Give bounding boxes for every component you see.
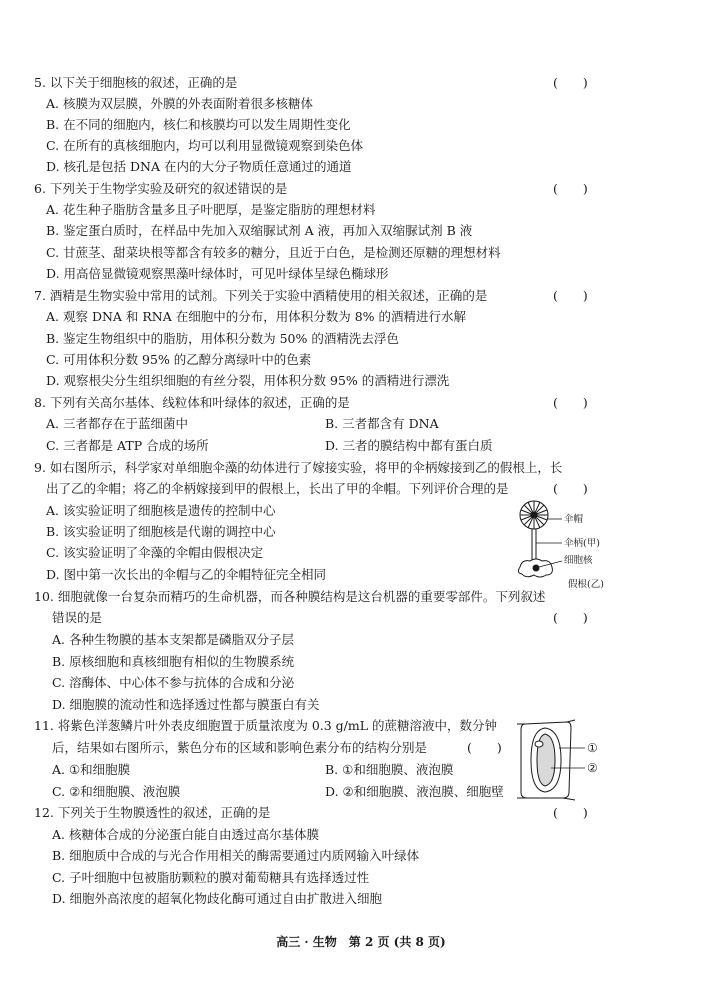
q5-option-b: B. 在不同的细胞内，核仁和核膜均可以发生周期性变化 [46,117,351,132]
q7-option-c: C. 可用体积分数 95% 的乙醇分离绿叶中的色素 [46,352,312,367]
rhizoid-drawing [518,559,552,577]
q11-option-c: C. ②和细胞膜、液泡膜 [52,784,181,799]
q9-option-a: A. 该实验证明了细胞核是遗传的控制中心 [46,503,276,518]
q11-option-a: A. ①和细胞膜 [52,762,131,777]
q12-option-b: B. 细胞质中合成的与光合作用相关的酶需要通过内质网输入叶绿体 [52,848,420,863]
q10-option-b: B. 原核细胞和真核细胞有相似的生物膜系统 [52,654,295,669]
q11-option-b: B. ①和细胞膜、液泡膜 [325,762,454,777]
q7-option-b: B. 鉴定生物组织中的脂肪，用体积分数为 50% 的酒精洗去浮色 [46,331,399,346]
q12-option-d: D. 细胞外高浓度的超氧化物歧化酶可通过自由扩散进入细胞 [52,891,383,906]
q5-option-d: D. 核孔是包括 DNA 在内的大分子物质任意通过的通道 [46,159,352,174]
q12-answer-paren: ( ) [553,805,588,820]
q11-plasmolysis-figure [515,718,605,802]
q7-option-d: D. 观察根尖分生组织细胞的有丝分裂，用体积分数 95% 的酒精进行漂洗 [46,373,450,388]
q9-acetabularia-figure [510,497,620,592]
q11-option-d: D. ②和细胞膜、液泡膜、细胞壁 [325,784,504,799]
q10-stem-line1: 10. 细胞就像一台复杂而精巧的生命机器，而各种膜结构是这台机器的重要零部件。下列叙述 [34,589,546,604]
q10-option-c: C. 溶酶体、中心体不参与抗体的合成和分泌 [52,675,295,690]
q7-answer-paren: ( ) [553,288,588,303]
q10-stem-line2: 错误的是 [52,610,103,625]
label-circle-1: ① [587,741,598,755]
q9-option-b: B. 该实验证明了细胞核是代谢的调控中心 [46,524,276,539]
q9-option-c: C. 该实验证明了伞藻的伞帽由假根决定 [46,545,264,560]
protoplast-drawing [531,728,561,792]
umbrella-cap-drawing [520,501,548,529]
q11-stem-line1: 11. 将紫色洋葱鳞片叶外表皮细胞置于质量浓度为 0.3 g/mL 的蔗糖溶液中，数分钟 [34,718,498,733]
q9-answer-paren: ( ) [553,481,588,496]
label-cap: 伞帽 [564,514,584,525]
q8-option-d: D. 三者的膜结构中都有蛋白质 [325,438,493,453]
q12-stem: 12. 下列关于生物膜透性的叙述，正确的是 [34,805,271,820]
q9-option-d: D. 图中第一次长出的伞帽与乙的伞帽特征完全相同 [46,567,327,582]
q10-option-a: A. 各种生物膜的基本支架都是磷脂双分子层 [52,632,294,647]
label-stalk: 伞柄(甲) [564,538,600,549]
q9-stem-line1: 9. 如右图所示，科学家对单细胞伞藻的幼体进行了嫁接实验，将甲的伞柄嫁接到乙的假根上，长 [34,460,563,475]
q8-stem: 8. 下列有关高尔基体、线粒体和叶绿体的叙述，正确的是 [34,395,350,410]
label-rhizoid: 假根(乙) [568,579,604,590]
q8-answer-paren: ( ) [553,395,588,410]
q11-answer-paren: ( ) [467,740,502,755]
q9-stem-line2: 出了乙的伞帽；将乙的伞柄嫁接到甲的假根上，长出了甲的伞帽。下列评价合理的是 [46,481,509,496]
q12-option-a: A. 核糖体合成的分泌蛋白能自由透过高尔基体膜 [52,827,319,842]
q8-option-b: B. 三者都含有 DNA [325,416,439,431]
label-circle-2: ② [587,761,598,775]
q8-option-a: A. 三者都存在于蓝细菌中 [46,416,188,431]
q12-option-c: C. 子叶细胞中包被脂肪颗粒的膜对葡萄糖具有选择透过性 [52,870,370,885]
q6-option-c: C. 甘蔗茎、甜菜块根等都含有较多的糖分，且近于白色，是检测还原糖的理想材料 [46,245,501,260]
q5-stem: 5. 以下关于细胞核的叙述，正确的是 [34,75,238,90]
q11-stem-line2: 后，结果如右图所示，紫色分布的区域和影响色素分布的结构分别是 [52,740,428,755]
q6-option-b: B. 鉴定蛋白质时，在样品中先加入双缩脲试剂 A 液，再加入双缩脲试剂 B 液 [46,223,473,238]
q5-answer-paren: ( ) [553,75,588,90]
page-footer: 高三 · 生物 第 2 页 (共 8 页) [276,935,446,949]
q10-answer-paren: ( ) [553,610,588,625]
stalk-drawing [532,529,536,561]
q6-stem: 6. 下列关于生物学实验及研究的叙述错误的是 [34,181,288,196]
q8-option-c: C. 三者都是 ATP 合成的场所 [46,438,209,453]
q6-option-a: A. 花生种子脂肪含量多且子叶肥厚，是鉴定脂肪的理想材料 [46,202,376,217]
q5-option-c: C. 在所有的真核细胞内，均可以利用显微镜观察到染色体 [46,138,364,153]
label-nucleus: 细胞核 [564,555,593,566]
q10-option-d: D. 细胞膜的流动性和选择透过性都与膜蛋白有关 [52,697,320,712]
q7-option-a: A. 观察 DNA 和 RNA 在细胞中的分布，用体积分数为 8% 的酒精进行水解 [46,309,467,324]
q7-stem: 7. 酒精是生物实验中常用的试剂。下列关于实验中酒精使用的相关叙述，正确的是 [34,288,488,303]
q6-option-d: D. 用高倍显微镜观察黑藻叶绿体时，可见叶绿体呈绿色椭球形 [46,266,389,281]
figure-leader-lines [551,748,585,768]
q6-answer-paren: ( ) [553,181,588,196]
q5-option-a: A. 核膜为双层膜，外膜的外表面附着很多核糖体 [46,96,313,111]
